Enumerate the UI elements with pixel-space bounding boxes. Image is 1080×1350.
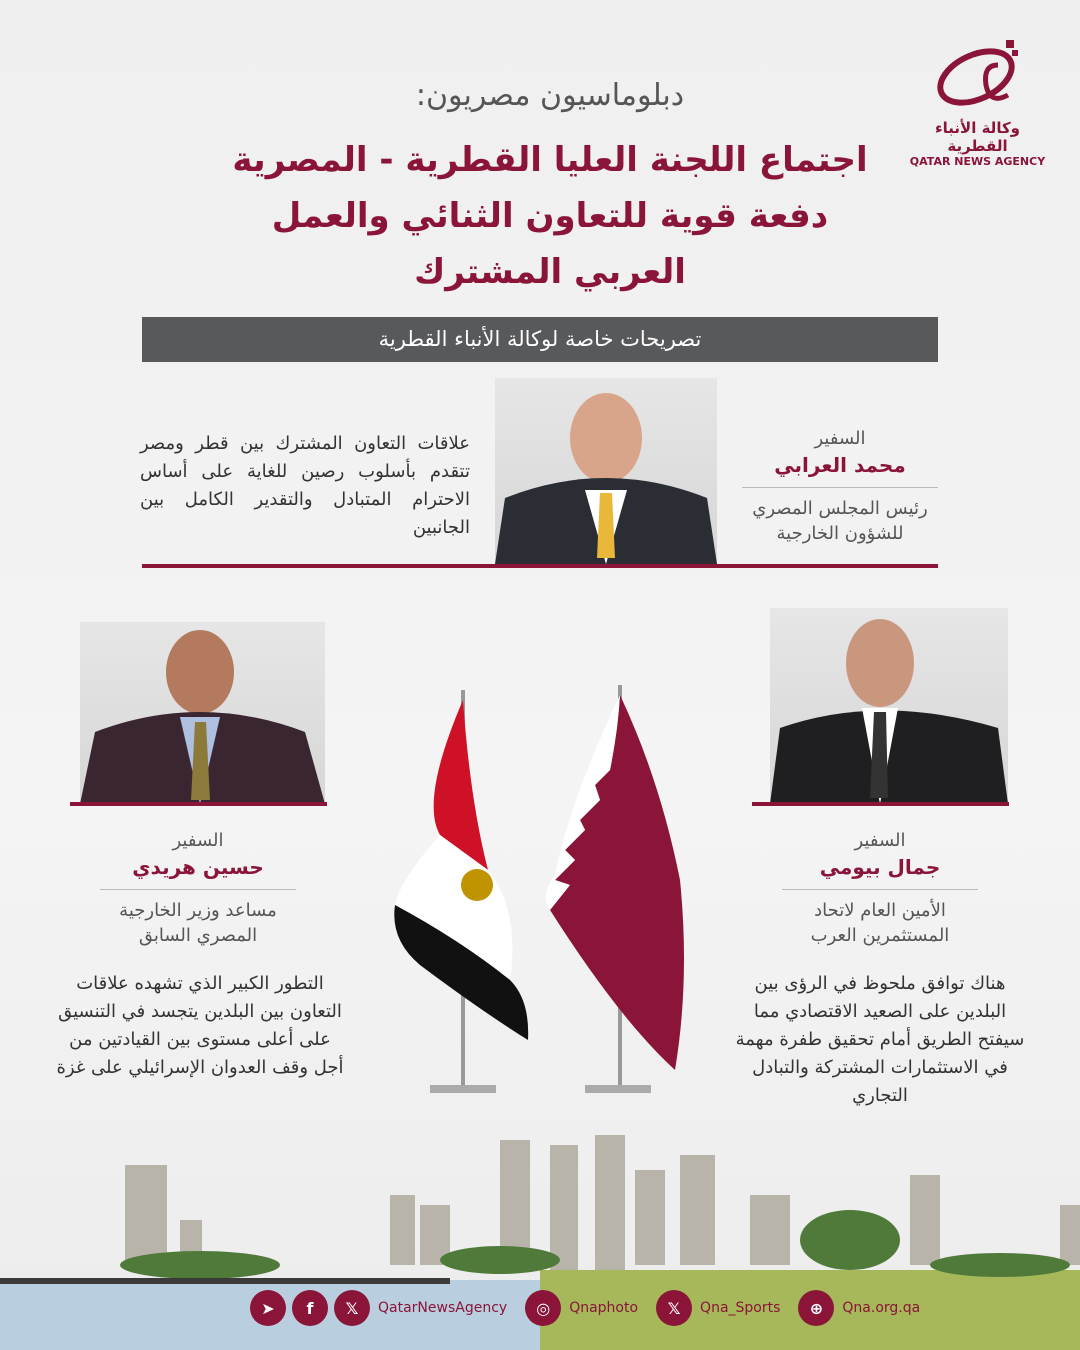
handle-qnaphoto[interactable]: Qnaphoto [569,1300,639,1316]
info-hureidi [100,830,296,948]
person-name: محمد العرابي [774,453,906,477]
kicker: دبلوماسيون مصريون: [415,78,685,113]
info-arabi [742,428,938,546]
qna-emblem-icon [928,35,1028,115]
handle-qatarnewsagency[interactable]: QatarNewsAgency [378,1300,508,1316]
headline [180,132,920,300]
divider [742,487,938,488]
globe-icon[interactable]: ⊕ [798,1290,834,1326]
person-role: الأمين العام لاتحاد المستثمرين العرب [810,900,950,946]
website-link[interactable]: Qna.org.qa [842,1300,921,1316]
quote-bayoumi: هناك توافق ملحوظ في الرؤى بين البلدين على الصعيد الاقتصادي مما سيفتح الطريق أمام تحقيق طفرة مهمة في الاستثمارات المشتركة والتبادل التجاري [735,973,1025,1106]
instagram-icon[interactable]: ◎ [525,1290,561,1326]
person-role: رئيس المجلس المصري للشؤون الخارجية [752,498,928,544]
banner: تصريحات خاصة لوكالة الأنباء القطرية [142,317,938,362]
info-bayoumi [782,830,978,948]
facebook-icon[interactable]: f [292,1290,328,1326]
x-icon[interactable]: 𝕏 [656,1290,692,1326]
portrait-underline [70,802,327,806]
portrait-photo-bayoumi [770,608,1008,804]
portrait-underline [752,802,1009,806]
person-title: السفير [814,428,866,449]
portrait-photo-arabi [495,378,717,564]
person-role: مساعد وزير الخارجية المصري السابق [119,900,277,946]
portrait-photo-hureidi [80,622,325,804]
person-name: حسين هريدي [132,855,264,879]
quote-hureidi: التطور الكبير الذي تشهده علاقات التعاون بين البلدين يتجسد في التنسيق على أعلى مستوى بين القيادتين من أجل وقف العدوان الإسرائيلي على غزة [56,973,344,1078]
flags-illustration [380,680,700,1105]
headline-line: دفعة قوية للتعاون الثنائي والعمل [271,196,829,236]
social-footer [250,1290,932,1326]
section-divider [142,564,938,568]
person-title: السفير [172,830,224,851]
x-icon[interactable]: 𝕏 [334,1290,370,1326]
headline-line: اجتماع اللجنة العليا القطرية - المصرية [232,140,868,180]
logo-arabic: وكالة الأنباء القطرية [935,119,1020,155]
quote-arabi: علاقات التعاون المشترك بين قطر ومصر تتقدم بأسلوب رصين للغاية على أساس الاحترام المتبادل والتقدير الكامل بين الجانبين [140,433,470,538]
headline-line: العربي المشترك [414,252,686,292]
person-title: السفير [854,830,906,851]
telegram-icon[interactable]: ➤ [250,1290,286,1326]
qna-logo [905,35,1050,168]
qatar-flag-icon [546,685,684,1093]
divider [782,889,978,890]
logo-english: QATAR NEWS AGENCY [909,155,1046,168]
person-name: جمال بيومي [819,855,941,879]
egypt-flag-icon [394,690,528,1093]
handle-qna-sports[interactable]: Qna_Sports [700,1300,781,1316]
divider [100,889,296,890]
